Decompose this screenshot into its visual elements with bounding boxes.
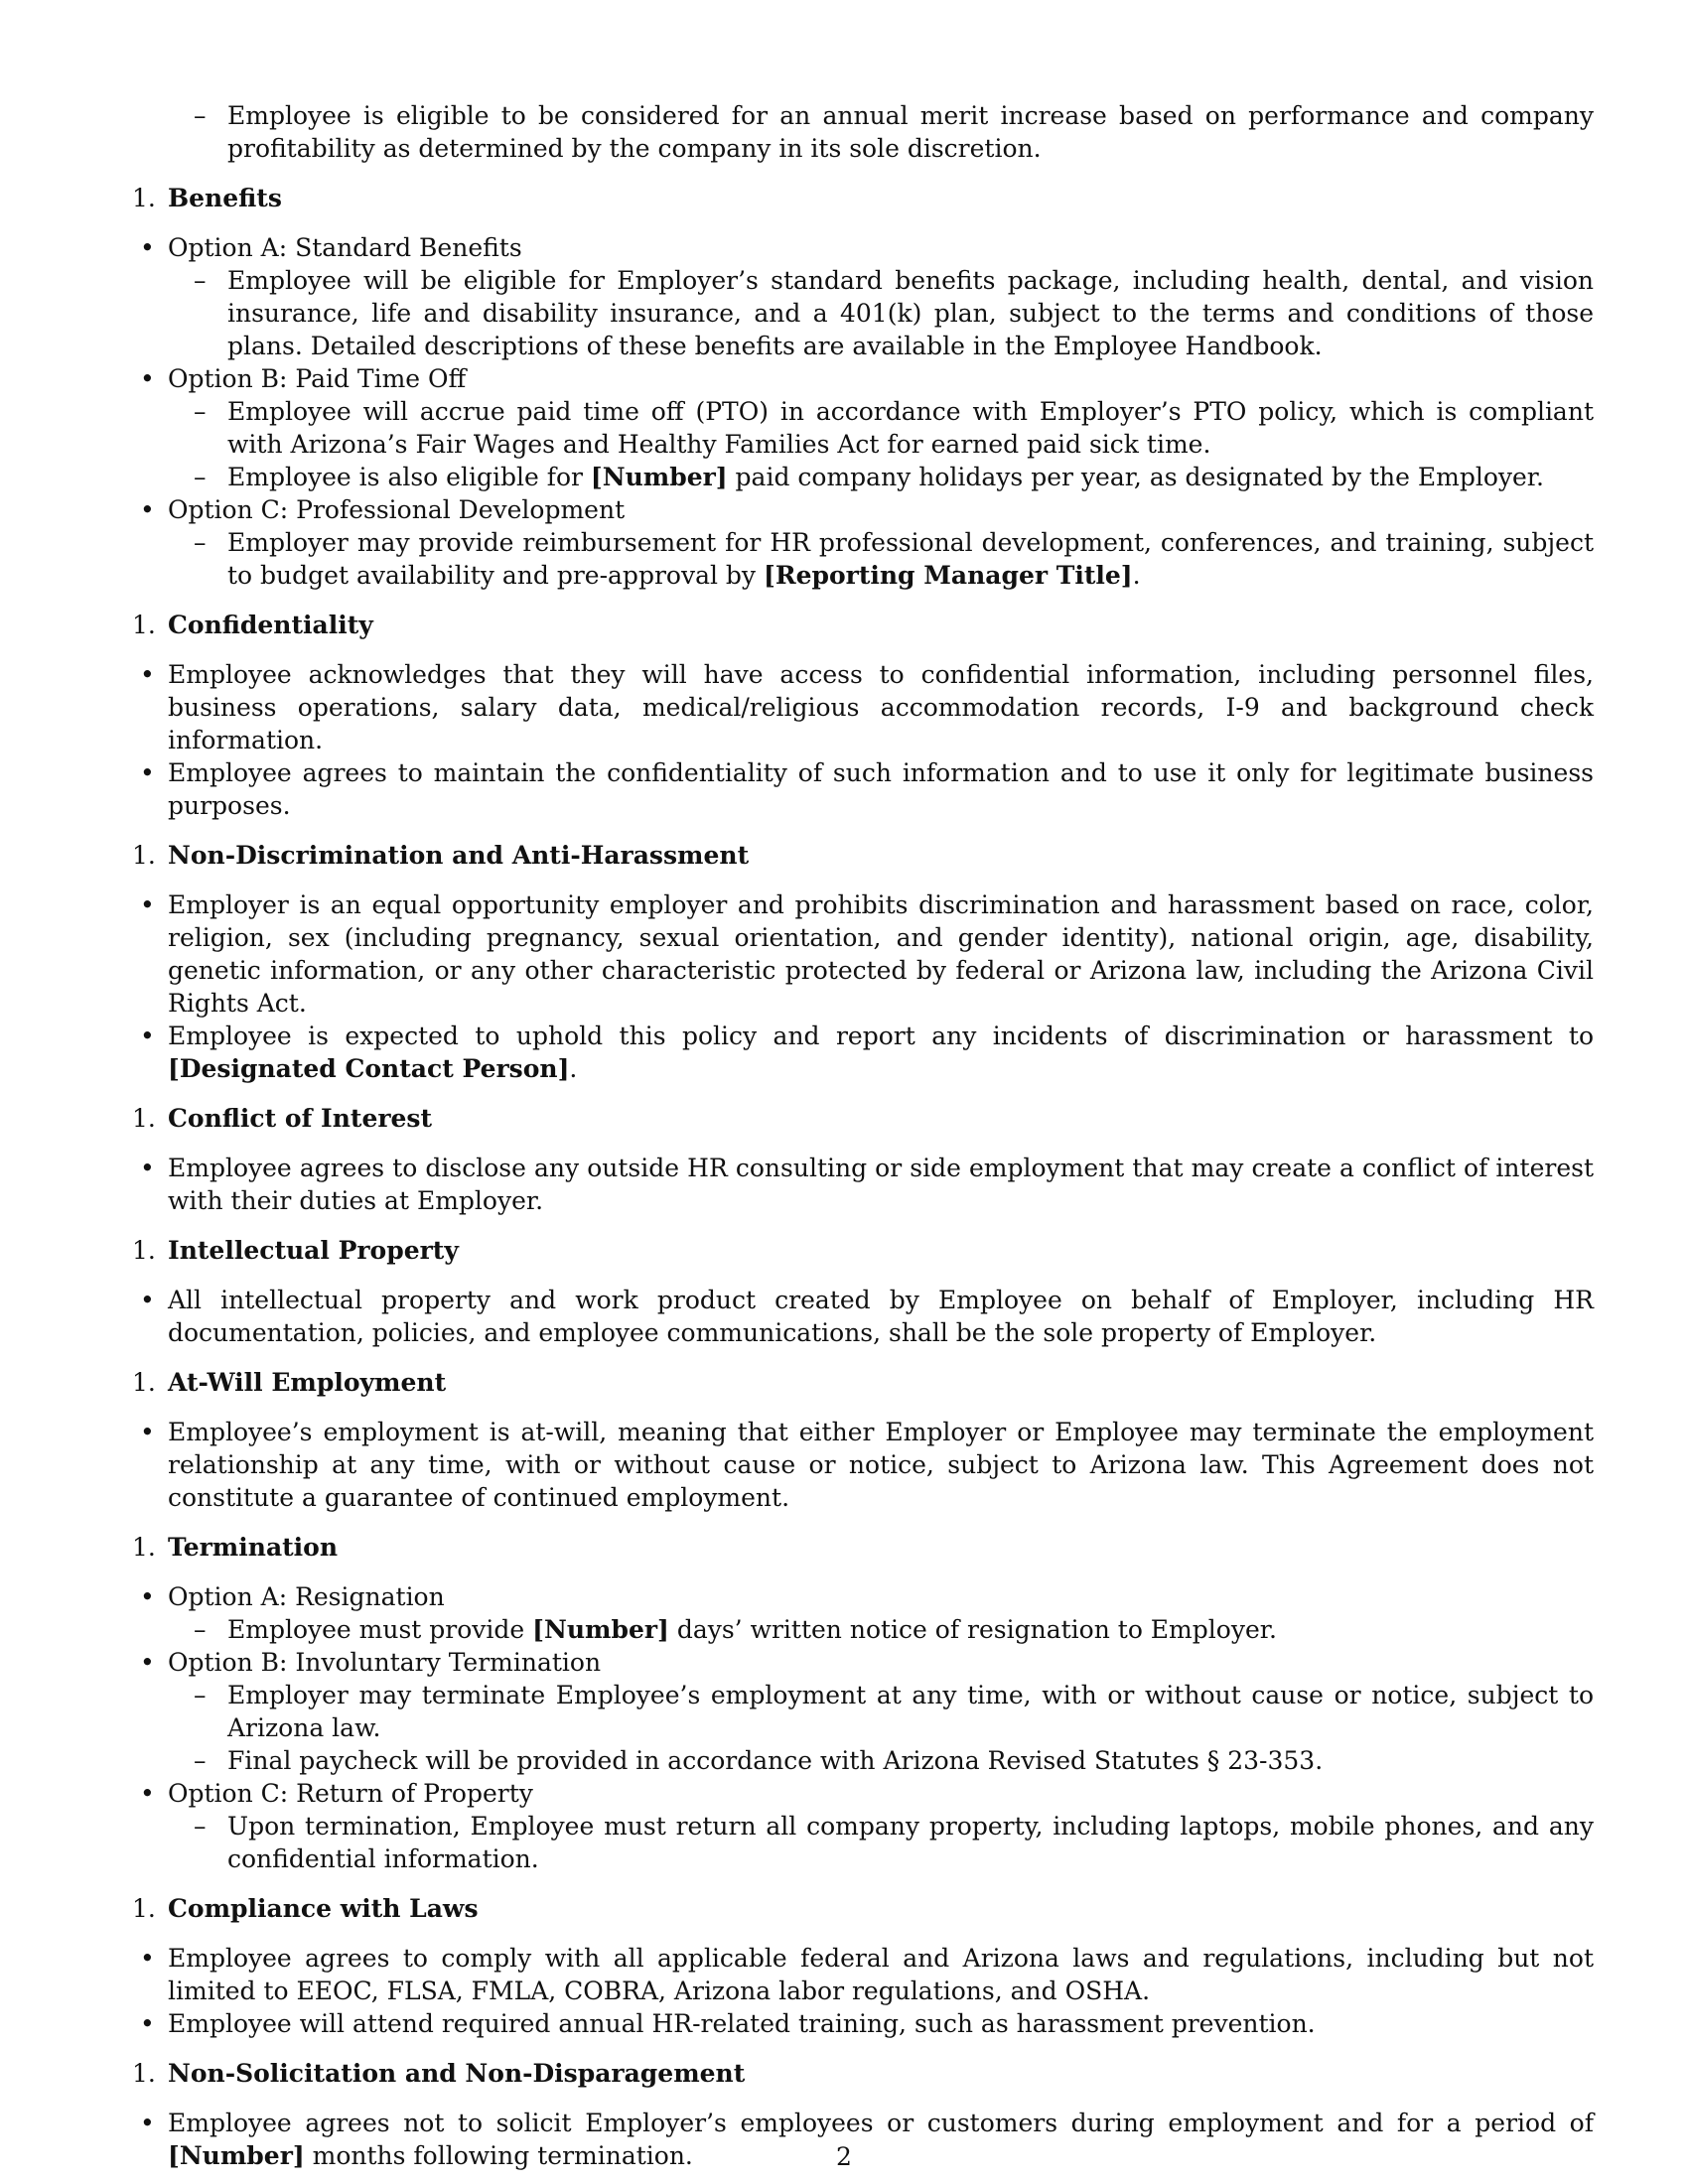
bullet-marker: • xyxy=(140,1582,155,1611)
section-number: 1. xyxy=(132,1236,156,1265)
text-segment: paid company holidays per year, as designated by the Employer. xyxy=(727,463,1544,491)
section-title: Compliance with Laws xyxy=(168,1894,479,1923)
section-title: Confidentiality xyxy=(168,611,373,639)
list-item xyxy=(132,1020,1594,1085)
bullet-marker: • xyxy=(140,495,155,524)
dash-marker: – xyxy=(194,101,207,130)
list-item xyxy=(132,99,1594,165)
option-label: Option A: Resignation xyxy=(168,1582,445,1611)
section-number: 1. xyxy=(132,611,156,639)
text-segment: . xyxy=(569,1054,578,1083)
list-item xyxy=(132,1580,1594,1613)
option-label: Option B: Paid Time Off xyxy=(168,364,467,393)
item-text: Final paycheck will be provided in accordance with Arizona Revised Statutes § 23-353. xyxy=(227,1746,1324,1775)
section-number: 1. xyxy=(132,1533,156,1562)
dash-marker: – xyxy=(194,266,207,295)
section-title: Non-Discrimination and Anti-Harassment xyxy=(168,841,750,870)
item-text: Employer is an equal opportunity employer and prohibits discrimination and harassment based on race, color, religion, sex (including pregnancy, sexual orientation, and gender identity), national origin, age, disability, genetic information, or any other characteristic protected by federal or Arizona law, including the Arizona Civil Rights Act. xyxy=(168,890,1594,1018)
bullet-marker: • xyxy=(140,1286,155,1314)
item-text: Employee’s employment is at-will, meaning that either Employer or Employee may terminate the employment relationship at any time, with or without cause or notice, subject to Arizona law. This Agreement does not constitute a guarantee of continued employment. xyxy=(168,1418,1594,1512)
section-title: Benefits xyxy=(168,184,282,212)
bullet-marker: • xyxy=(140,890,155,919)
document-body xyxy=(132,99,1594,2172)
section-heading-conflict-of-interest xyxy=(132,1102,1594,1135)
text-segment: Employee is expected to uphold this policy and report any incidents of discrimination or harassment to xyxy=(168,1022,1594,1050)
section-heading-termination xyxy=(132,1531,1594,1564)
item-text: Employee will be eligible for Employer’s standard benefits package, including health, dental, and vision insurance, life and disability insurance, and a 401(k) plan, subject to the terms and conditions of those plans. Detailed descriptions of these benefits are available in the Employee Handbook. xyxy=(227,266,1594,360)
section-title: Termination xyxy=(168,1533,339,1562)
option-label: Option A: Standard Benefits xyxy=(168,233,522,262)
list-item xyxy=(132,1810,1594,1875)
text-segment: Employee agrees not to solicit Employer’s employees or customers during employment and for a period of xyxy=(168,2109,1594,2137)
section-heading-benefits xyxy=(132,182,1594,214)
section-title: At-Will Employment xyxy=(168,1368,447,1397)
placeholder-number: [Number] xyxy=(590,463,728,491)
placeholder-designated-contact-person: [Designated Contact Person] xyxy=(168,1054,570,1083)
bullet-marker: • xyxy=(140,1418,155,1446)
list-item xyxy=(132,493,1594,526)
item-text: Employee will attend required annual HR-related training, such as harassment prevention. xyxy=(168,2009,1316,2038)
section-heading-compliance xyxy=(132,1892,1594,1925)
bullet-marker: • xyxy=(140,660,155,689)
bullet-marker: • xyxy=(140,2009,155,2038)
bullet-marker: • xyxy=(140,1154,155,1182)
section-heading-intellectual-property xyxy=(132,1234,1594,1267)
dash-marker: – xyxy=(194,1812,207,1841)
list-item xyxy=(132,395,1594,461)
text-segment: days’ written notice of resignation to Employer. xyxy=(668,1615,1277,1644)
text-segment: Employee is also eligible for xyxy=(227,463,591,491)
item-text: Employee agrees to comply with all applicable federal and Arizona laws and regulations, including but not limited to EEOC, FLSA, FMLA, COBRA, Arizona labor regulations, and OSHA. xyxy=(168,1944,1594,2005)
item-text: Employee will accrue paid time off (PTO) in accordance with Employer’s PTO policy, which is compliant with Arizona’s Fair Wages and Healthy Families Act for earned paid sick time. xyxy=(227,397,1594,459)
list-item xyxy=(132,1942,1594,2007)
list-item xyxy=(132,461,1594,493)
item-text xyxy=(168,1022,1594,1083)
list-item xyxy=(132,1284,1594,1349)
dash-marker: – xyxy=(194,1615,207,1644)
list-item xyxy=(132,658,1594,756)
item-text xyxy=(227,528,1594,590)
list-item xyxy=(132,888,1594,1020)
bullet-marker: • xyxy=(140,1648,155,1677)
list-item xyxy=(132,1416,1594,1514)
section-heading-non-solicitation xyxy=(132,2057,1594,2090)
placeholder-reporting-manager-title: [Reporting Manager Title] xyxy=(764,561,1133,590)
section-heading-confidentiality xyxy=(132,609,1594,641)
list-item xyxy=(132,1744,1594,1777)
list-item xyxy=(132,231,1594,264)
bullet-marker: • xyxy=(140,2109,155,2137)
bullet-marker: • xyxy=(140,1022,155,1050)
section-heading-non-discrimination xyxy=(132,839,1594,872)
text-segment: months following termination. xyxy=(304,2141,693,2170)
item-text xyxy=(227,463,1544,491)
bullet-marker: • xyxy=(140,1944,155,1973)
section-number: 1. xyxy=(132,1368,156,1397)
section-title: Conflict of Interest xyxy=(168,1104,433,1133)
dash-marker: – xyxy=(194,463,207,491)
item-text: All intellectual property and work product created by Employee on behalf of Employer, including HR documentation, policies, and employee communications, shall be the sole property of Employer. xyxy=(168,1286,1594,1347)
option-label: Option C: Return of Property xyxy=(168,1779,533,1808)
text-segment: Employee must provide xyxy=(227,1615,533,1644)
item-text: Employee is eligible to be considered for an annual merit increase based on performance and company profitability as determined by the company in its sole discretion. xyxy=(227,101,1594,163)
text-segment: Employer may provide reimbursement for HR professional development, conferences, and training, subject to budget availability and pre-approval by xyxy=(227,528,1594,590)
page-number: 2 xyxy=(836,2142,852,2171)
section-title: Non-Solicitation and Non-Disparagement xyxy=(168,2059,746,2088)
item-text: Employee acknowledges that they will have access to confidential information, including personnel files, business operations, salary data, medical/religious accommodation records, I-9 and background check information. xyxy=(168,660,1594,754)
bullet-marker: • xyxy=(140,1779,155,1808)
section-number: 1. xyxy=(132,841,156,870)
placeholder-number: [Number] xyxy=(168,2141,305,2170)
list-item xyxy=(132,264,1594,362)
section-number: 1. xyxy=(132,1894,156,1923)
item-text xyxy=(227,1615,1277,1644)
option-label: Option C: Professional Development xyxy=(168,495,626,524)
bullet-marker: • xyxy=(140,233,155,262)
list-item xyxy=(132,2007,1594,2040)
dash-marker: – xyxy=(194,1681,207,1709)
section-number: 1. xyxy=(132,2059,156,2088)
bullet-marker: • xyxy=(140,758,155,787)
section-title: Intellectual Property xyxy=(168,1236,459,1265)
item-text: Upon termination, Employee must return all company property, including laptops, mobile phones, and any confidential information. xyxy=(227,1812,1594,1873)
list-item xyxy=(132,362,1594,395)
dash-marker: – xyxy=(194,397,207,426)
item-text: Employer may terminate Employee’s employment at any time, with or without cause or notice, subject to Arizona law. xyxy=(227,1681,1594,1742)
list-item xyxy=(132,756,1594,822)
list-item xyxy=(132,1613,1594,1646)
section-number: 1. xyxy=(132,184,156,212)
option-label: Option B: Involuntary Termination xyxy=(168,1648,602,1677)
text-segment: . xyxy=(1132,561,1141,590)
list-item xyxy=(132,1646,1594,1679)
list-item xyxy=(132,1679,1594,1744)
section-heading-at-will-employment xyxy=(132,1366,1594,1399)
section-number: 1. xyxy=(132,1104,156,1133)
list-item xyxy=(132,1152,1594,1217)
item-text: Employee agrees to maintain the confidentiality of such information and to use it only for legitimate business purposes. xyxy=(168,758,1594,820)
list-item xyxy=(132,526,1594,592)
item-text: Employee agrees to disclose any outside HR consulting or side employment that may create a conflict of interest with their duties at Employer. xyxy=(168,1154,1594,1215)
placeholder-number: [Number] xyxy=(532,1615,669,1644)
list-item xyxy=(132,1777,1594,1810)
dash-marker: – xyxy=(194,528,207,557)
dash-marker: – xyxy=(194,1746,207,1775)
bullet-marker: • xyxy=(140,364,155,393)
